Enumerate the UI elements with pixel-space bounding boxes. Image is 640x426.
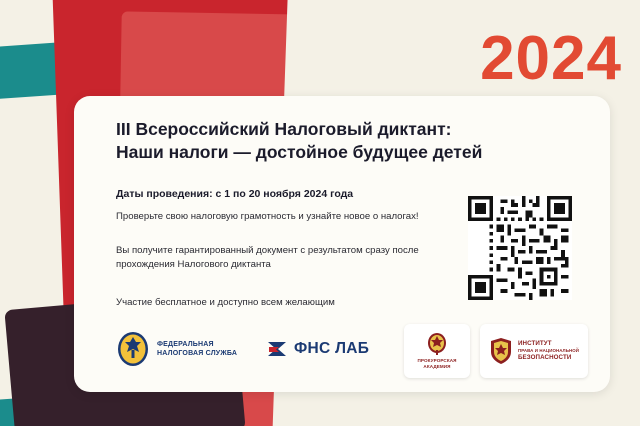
academy-logo-line-2: АКАДЕМИЯ bbox=[423, 364, 451, 369]
institute-logo-line-1: ИНСТИТУТ bbox=[517, 340, 552, 348]
fns-logo-text bbox=[157, 340, 237, 359]
logo-prosecutor-academy bbox=[404, 324, 470, 378]
title-line-2: Наши налоги — достойное будущее детей bbox=[116, 142, 483, 163]
content-card bbox=[74, 96, 610, 392]
logo-fns-lab bbox=[266, 338, 369, 360]
academy-logo-line-1: ПРОКУРОРСКАЯ bbox=[417, 358, 457, 364]
title-line-1: III Всероссийский Налоговый диктант: bbox=[116, 119, 452, 139]
fns-logo-line-1: ФЕДЕРАЛЬНАЯ bbox=[157, 340, 214, 348]
description-paragraph-3: Участие бесплатное и доступно всем желающим bbox=[116, 297, 335, 308]
event-dates: Даты проведения: с 1 по 20 ноября 2024 года bbox=[116, 188, 354, 200]
fns-lab-label: ФНС ЛАБ bbox=[294, 340, 370, 357]
description-paragraph-2: Вы получите гарантированный документ с результатом сразу после прохождения Налогового диктанта bbox=[116, 245, 419, 270]
institute-logo-line-3: БЕЗОПАСНОСТИ bbox=[517, 353, 572, 361]
qr-code-icon[interactable] bbox=[468, 196, 572, 300]
page-title bbox=[116, 118, 546, 164]
description-paragraph-1: Проверьте свою налоговую грамотность и узнайте новое о налогах! bbox=[116, 211, 419, 222]
shield-crest-icon bbox=[489, 337, 513, 365]
institute-logo-text bbox=[518, 340, 579, 362]
academy-crest-icon bbox=[426, 332, 448, 356]
year-label: 2024 bbox=[480, 24, 622, 93]
fns-lab-mark-icon bbox=[266, 338, 288, 360]
logo-federal-tax-service bbox=[116, 330, 237, 368]
institute-logo-line-2: ПРАВА И НАЦИОНАЛЬНОЙ bbox=[517, 348, 580, 354]
academy-logo-text bbox=[417, 358, 456, 369]
partner-logos bbox=[74, 324, 610, 382]
double-eagle-crest-icon bbox=[116, 330, 150, 368]
logo-institute-law-security bbox=[480, 324, 588, 378]
fns-logo-line-2: НАЛОГОВАЯ СЛУЖБА bbox=[157, 350, 238, 357]
